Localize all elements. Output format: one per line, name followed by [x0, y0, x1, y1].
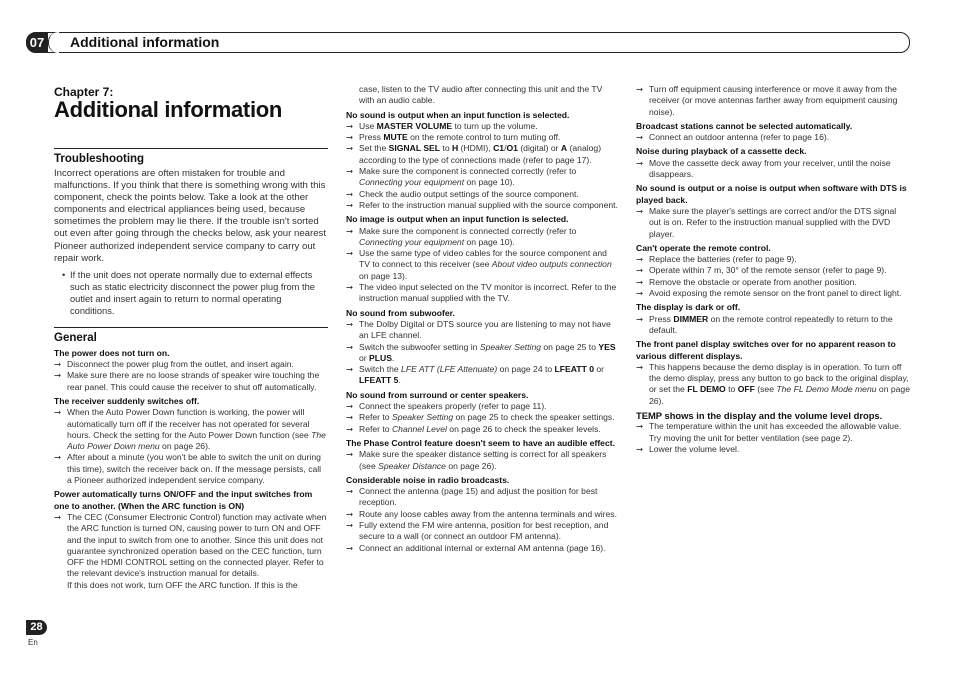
arrow-icon: ➞ [54, 452, 62, 463]
question: The display is dark or off. [636, 302, 741, 313]
reference-link: The Auto Power Down menu [67, 429, 326, 452]
chapter-number-tab: 07 [26, 32, 48, 53]
arrow-icon: ➞ [346, 508, 354, 519]
arrow-icon: ➞ [346, 225, 354, 236]
arrow-icon: ➞ [346, 199, 354, 210]
answer: ➞ Switch the LFE ATT (LFE Attenuate) on page 24 to LFEATT 0 or LFEATT 5. [346, 364, 605, 386]
page-title: Additional information [54, 97, 283, 122]
answer: ➞ Switch the subwoofer setting in Speaker Setting on page 25 to YES or PLUS. [346, 341, 616, 363]
answer: ➞ Connect the speakers properly (refer to page 11). [346, 401, 547, 412]
answer: ➞ Press DIMMER on the remote control repeatedly to return to the default. [636, 313, 893, 335]
answer: ➞ Connect an additional internal or external AM antenna (page 16). [346, 542, 606, 553]
arrow-icon: ➞ [636, 313, 644, 324]
question: No sound is output or a noise is output when software with DTS is played back. [636, 183, 907, 205]
answer: ➞ Set the SIGNAL SEL to H (HDMI), C1/O1 (digital) or A (analog) according to the type of connections made (refer to page 17). [346, 143, 602, 165]
arrow-icon: ➞ [346, 132, 354, 143]
question: TEMP shows in the display and the volume level drops. [636, 410, 883, 422]
arrow-icon: ➞ [636, 265, 644, 276]
arrow-icon: ➞ [346, 542, 354, 553]
column-right [636, 84, 910, 455]
answer: ➞ Connect the antenna (page 15) and adjust the position for best reception. [346, 486, 598, 508]
arrow-icon: ➞ [636, 157, 644, 168]
arrow-icon: ➞ [346, 449, 354, 460]
arrow-icon: ➞ [636, 288, 644, 299]
answer: ➞ After about a minute (you won't be able to switch the unit on during this time), switch the receiver back on. If the message persists, call a Pioneer authorized independent service company. [54, 452, 322, 486]
answer-continuation: If this does not work, turn OFF the ARC function. If this is the [67, 579, 298, 590]
chapter-label: Chapter 7: [54, 85, 114, 99]
answer: ➞ Remove the obstacle or operate from another position. [636, 276, 857, 287]
answer: ➞ Lower the volume level. [636, 443, 740, 454]
arrow-icon: ➞ [636, 421, 644, 432]
question: Noise during playback of a cassette deck. [636, 146, 807, 157]
answer: ➞ This happens because the demo display is in operation. To turn off the demo display, press any button to go back to the original display, or set the FL DEMO to OFF (see The FL Demo Mode menu on page 26). [636, 361, 910, 406]
answer: ➞ Make sure the player's settings are correct and/or the DTS signal out is on. Refer to the instruction manual supplied with the DVD player. [636, 205, 897, 239]
arrow-icon: ➞ [346, 364, 354, 375]
answer: ➞ Press MUTE on the remote control to turn muting off. [346, 132, 561, 143]
arrow-icon: ➞ [636, 132, 644, 143]
answer: ➞ Route any loose cables away from the antenna terminals and wires. [346, 508, 617, 519]
answer: ➞ Check the audio output settings of the source component. [346, 188, 579, 199]
question: The power does not turn on. [54, 347, 170, 358]
arrow-icon: ➞ [636, 276, 644, 287]
answer: ➞ Fully extend the FM wire antenna, position for best reception, and secure to a wall (or connect an outdoor FM antenna). [346, 519, 609, 542]
answer-continuation: case, listen to the TV audio after connecting this unit and the TV with an audio cable. [359, 84, 603, 106]
answer: ➞ Use the same type of video cables for the source component and TV to connect to this receiver (see About video outputs connection on page 13). [346, 248, 612, 281]
troubleshooting-intro: Incorrect operations are often mistaken for trouble and malfunctions. If you think that there is something wrong with this component, check the points below. Take a look at the other components and electrical appliances being used, because sometimes the problem may lie there. If the trouble isn't sorted out even after going through the checks below, ask your nearest Pioneer authorized independent service company to carry out repair work. [54, 168, 326, 264]
page-number: 28 [26, 620, 47, 635]
troubleshooting-title: Troubleshooting [54, 153, 145, 165]
question: No image is output when an input function is selected. [346, 214, 569, 225]
arrow-icon: ➞ [636, 254, 644, 265]
answer: ➞ The Dolby Digital or DTS source you are listening to may not have an LFE channel. [346, 318, 611, 341]
answer: ➞ Connect an outdoor antenna (refer to page 16). [636, 132, 830, 143]
question: Power automatically turns ON/OFF and the input switches from one to another. (When the ARC function is ON) [54, 489, 313, 511]
answer: ➞ Refer to Speaker Setting on page 25 to check the speaker settings. [346, 412, 615, 423]
answer: ➞ Refer to the instruction manual supplied with the source component. [346, 199, 618, 210]
answer: ➞ The video input selected on the TV monitor is incorrect. Refer to the instruction manual supplied with the TV. [346, 282, 617, 304]
answer: ➞ Disconnect the power plug from the outlet, and insert again. [54, 359, 294, 370]
answer: ➞ The CEC (Consumer Electronic Control) function may activate when the ARC function is turned ON, causing power to turn ON and OFF and the input to switch from one to another. Since this unit does not guarantee synchronized operation based on the CEC function, turn OFF the HDMI CONTROL setting on the connected player. Refer to the relevant device's instruction manual for details. [54, 511, 327, 579]
answer: ➞ Use MASTER VOLUME to turn up the volume. [346, 120, 538, 131]
static-electricity-note: • If the unit does not operate normally due to external effects such as static electricity disconnect the power plug from the outlet and insert again to return to normal operating conditions. [54, 269, 328, 317]
column-left [54, 142, 328, 591]
answer: ➞ Move the cassette deck away from your receiver, until the noise disappears. [636, 157, 891, 180]
answer: ➞ Make sure the component is connected correctly (refer to Connecting your equipment on page 10). [346, 166, 577, 188]
arrow-icon: ➞ [636, 443, 644, 454]
arrow-icon: ➞ [346, 318, 354, 329]
arrow-icon: ➞ [346, 143, 354, 154]
arrow-icon: ➞ [346, 412, 354, 423]
question: The receiver suddenly switches off. [54, 395, 200, 406]
arrow-icon: ➞ [346, 282, 354, 293]
troubleshooting-section [54, 148, 328, 317]
question: No sound is output when an input function is selected. [346, 109, 570, 120]
column-middle [346, 84, 618, 554]
arrow-icon: ➞ [346, 423, 354, 434]
arrow-icon: ➞ [54, 370, 62, 381]
arrow-icon: ➞ [636, 84, 644, 94]
question: No sound from surround or center speakers. [346, 389, 529, 400]
question: Can't operate the remote control. [636, 242, 771, 253]
answer: ➞ Turn off equipment causing interference or move it away from the receiver (or move antennas farther away from equipment causing noise). [636, 84, 898, 117]
arrow-icon: ➞ [346, 188, 354, 199]
arrow-icon: ➞ [636, 361, 644, 372]
general-title: General [54, 331, 97, 344]
question: No sound from subwoofer. [346, 307, 455, 318]
arrow-icon: ➞ [346, 401, 354, 412]
question: The front panel display switches over for no apparent reason to various different displays. [636, 339, 896, 361]
answer: ➞ Make sure there are no loose strands of speaker wire touching the rear panel. This could cause the receiver to shut off automatically. [54, 370, 320, 392]
arrow-icon: ➞ [636, 205, 644, 216]
arrow-icon: ➞ [346, 486, 354, 497]
language-label: En [28, 638, 38, 647]
question: The Phase Control feature doesn't seem to have an audible effect. [346, 437, 615, 448]
arrow-icon: ➞ [54, 511, 62, 522]
question: Broadcast stations cannot be selected automatically. [636, 120, 853, 131]
arrow-icon: ➞ [54, 359, 62, 370]
arrow-icon: ➞ [54, 407, 62, 418]
question: Considerable noise in radio broadcasts. [346, 474, 510, 485]
arrow-icon: ➞ [346, 166, 354, 177]
arrow-icon: ➞ [346, 248, 354, 259]
arrow-icon: ➞ [346, 341, 354, 352]
answer: ➞ Refer to Channel Level on page 26 to check the speaker levels. [346, 423, 601, 434]
answer: ➞ Make sure the speaker distance setting is correct for all speakers (see Speaker Distance on page 26). [346, 449, 607, 471]
answer: ➞ Make sure the component is connected correctly (refer to Connecting your equipment on page 10). [346, 225, 577, 247]
header-title: Additional information [70, 34, 220, 50]
answer: ➞ Replace the batteries (refer to page 9). [636, 254, 797, 265]
general-section [54, 327, 328, 591]
arrow-icon: ➞ [346, 519, 354, 530]
answer: ➞ When the Auto Power Down function is working, the power will automatically turn off if the receiver has not operated for several hours. Check the setting for the Auto Power Down function (see The Auto Power Down menu on page 26). [54, 407, 326, 452]
answer: ➞ The temperature within the unit has exceeded the allowable value. Try moving the unit for better ventilation (see page 2). [636, 421, 902, 443]
answer: ➞ Avoid exposing the remote sensor on the front panel to direct light. [636, 288, 902, 299]
answer: ➞ Operate within 7 m, 30° of the remote sensor (refer to page 9). [636, 265, 887, 276]
arrow-icon: ➞ [346, 120, 354, 131]
